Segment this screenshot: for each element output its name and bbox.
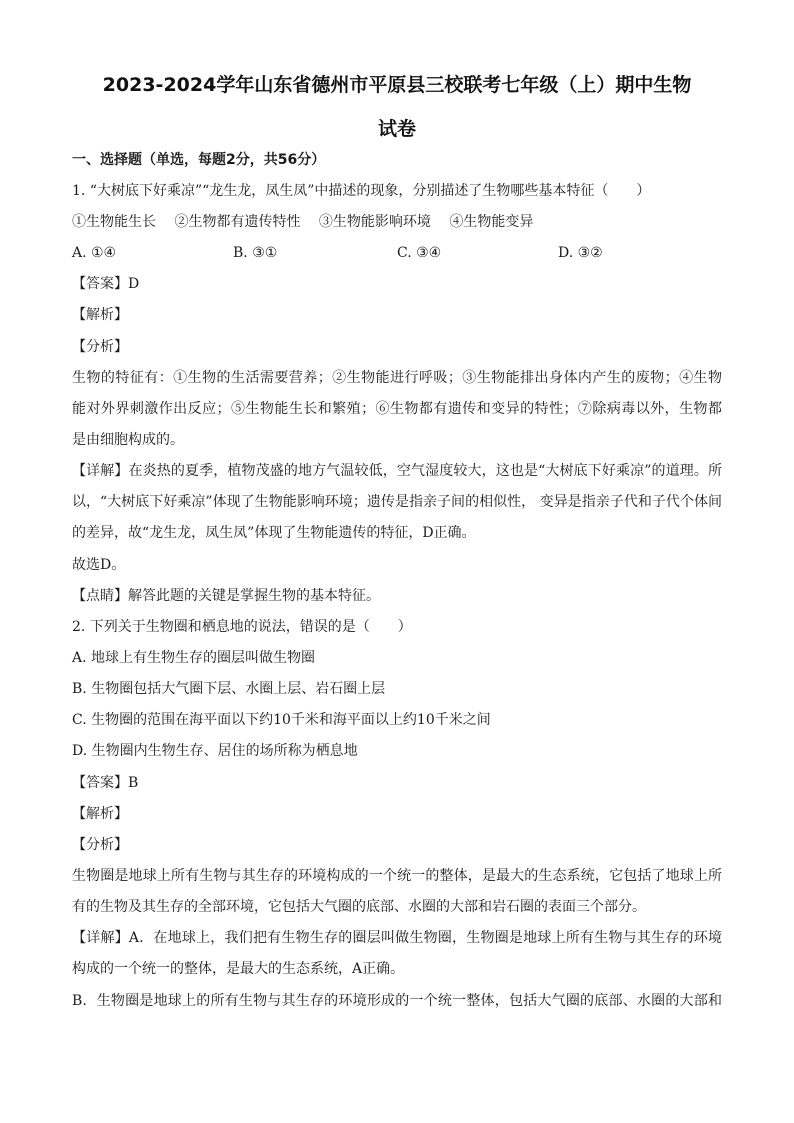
question-1-detail-line: 的差异，故“龙生龙，凤生凤”体现了生物能遗传的特征，D正确。	[72, 525, 476, 541]
question-2-option-d: D. 生物圈内生物生存、居住的场所称为栖息地	[72, 743, 358, 759]
question-2-option-a: A. 地球上有生物生存的圈层叫做生物圈	[72, 650, 316, 666]
question-1-fenxi-label: 【分析】	[72, 339, 128, 355]
question-1-stem: 1. “大树底下好乘凉”“龙生龙，凤生凤”中描述的现象，分别描述了生物哪些基本特征（ ）	[72, 183, 651, 199]
question-2-answer: 【答案】B	[72, 775, 139, 791]
question-2-analysis-label: 【解析】	[72, 806, 128, 822]
question-2-fenxi-label: 【分析】	[72, 837, 128, 853]
question-1-tip: 【点睛】解答此题的关键是掌握生物的基本特征。	[72, 588, 380, 604]
question-1-option-d: D. ③②	[558, 245, 603, 261]
question-1-option-c: C. ③④	[397, 245, 442, 261]
question-1-statements: ①生物能生长 ②生物都有遗传特性 ③生物能影响环境 ④生物能变异	[72, 214, 534, 230]
document-title-line-2: 试卷	[377, 118, 416, 140]
question-1-detail-line: 【详解】在炎热的夏季，植物茂盛的地方气温较低，空气湿度较大，这也是“大树底下好乘凉”的道理。所	[72, 463, 722, 479]
question-1-analysis-label: 【解析】	[72, 307, 128, 323]
document-title-line-1: 2023-2024学年山东省德州市平原县三校联考七年级（上）期中生物	[102, 74, 692, 96]
question-2-fenxi-line: 生物圈是地球上所有生物与其生存的环境构成的一个统一的整体，是最大的生态系统，它包括了地球上所	[72, 868, 722, 884]
question-1-option-a: A. ①④	[72, 245, 117, 261]
section-heading-choice: 一、选择题（单选，每题2分，共56分）	[72, 152, 326, 168]
question-1-fenxi-line: 能对外界刺激作出反应；⑤生物能生长和繁殖；⑥生物都有遗传和变异的特性；⑦除病毒以外，生物都	[72, 401, 722, 417]
question-1-choose: 故选D。	[72, 557, 126, 573]
question-2-stem: 2. 下列关于生物圈和栖息地的说法，错误的是（ ）	[72, 619, 412, 635]
question-1-fenxi-line: 是由细胞构成的。	[72, 432, 184, 448]
question-1-answer: 【答案】D	[72, 276, 140, 292]
question-2-fenxi-line: 有的生物及其生存的全部环境，它包括大气圈的底部、水圈的大部和岩石圈的表面三个部分。	[72, 899, 646, 915]
question-2-option-c: C. 生物圈的范围在海平面以下约10千米和海平面以上约10千米之间	[72, 712, 491, 728]
question-2-detail-line: 【详解】A．在地球上，我们把有生物生存的圈层叫做生物圈，生物圈是地球上所有生物与其生存的环境	[72, 930, 722, 946]
question-2-option-b: B. 生物圈包括大气圈下层、水圈上层、岩石圈上层	[72, 681, 386, 697]
question-1-option-b: B. ③①	[233, 245, 278, 261]
question-1-fenxi-line: 生物的特征有：①生物的生活需要营养；②生物能进行呼吸；③生物能排出身体内产生的废物；④生物	[72, 370, 722, 386]
question-1-detail-line: 以，“大树底下好乘凉”体现了生物能影响环境；遗传是指亲子间的相似性， 变异是指亲子代和子代个体间	[72, 494, 722, 510]
question-2-detail-line: B．生物圈是地球上的所有生物与其生存的环境形成的一个统一整体，包括大气圈的底部、水圈的大部和	[72, 993, 722, 1009]
question-2-detail-line: 构成的一个统一的整体，是最大的生态系统，A正确。	[72, 961, 405, 977]
